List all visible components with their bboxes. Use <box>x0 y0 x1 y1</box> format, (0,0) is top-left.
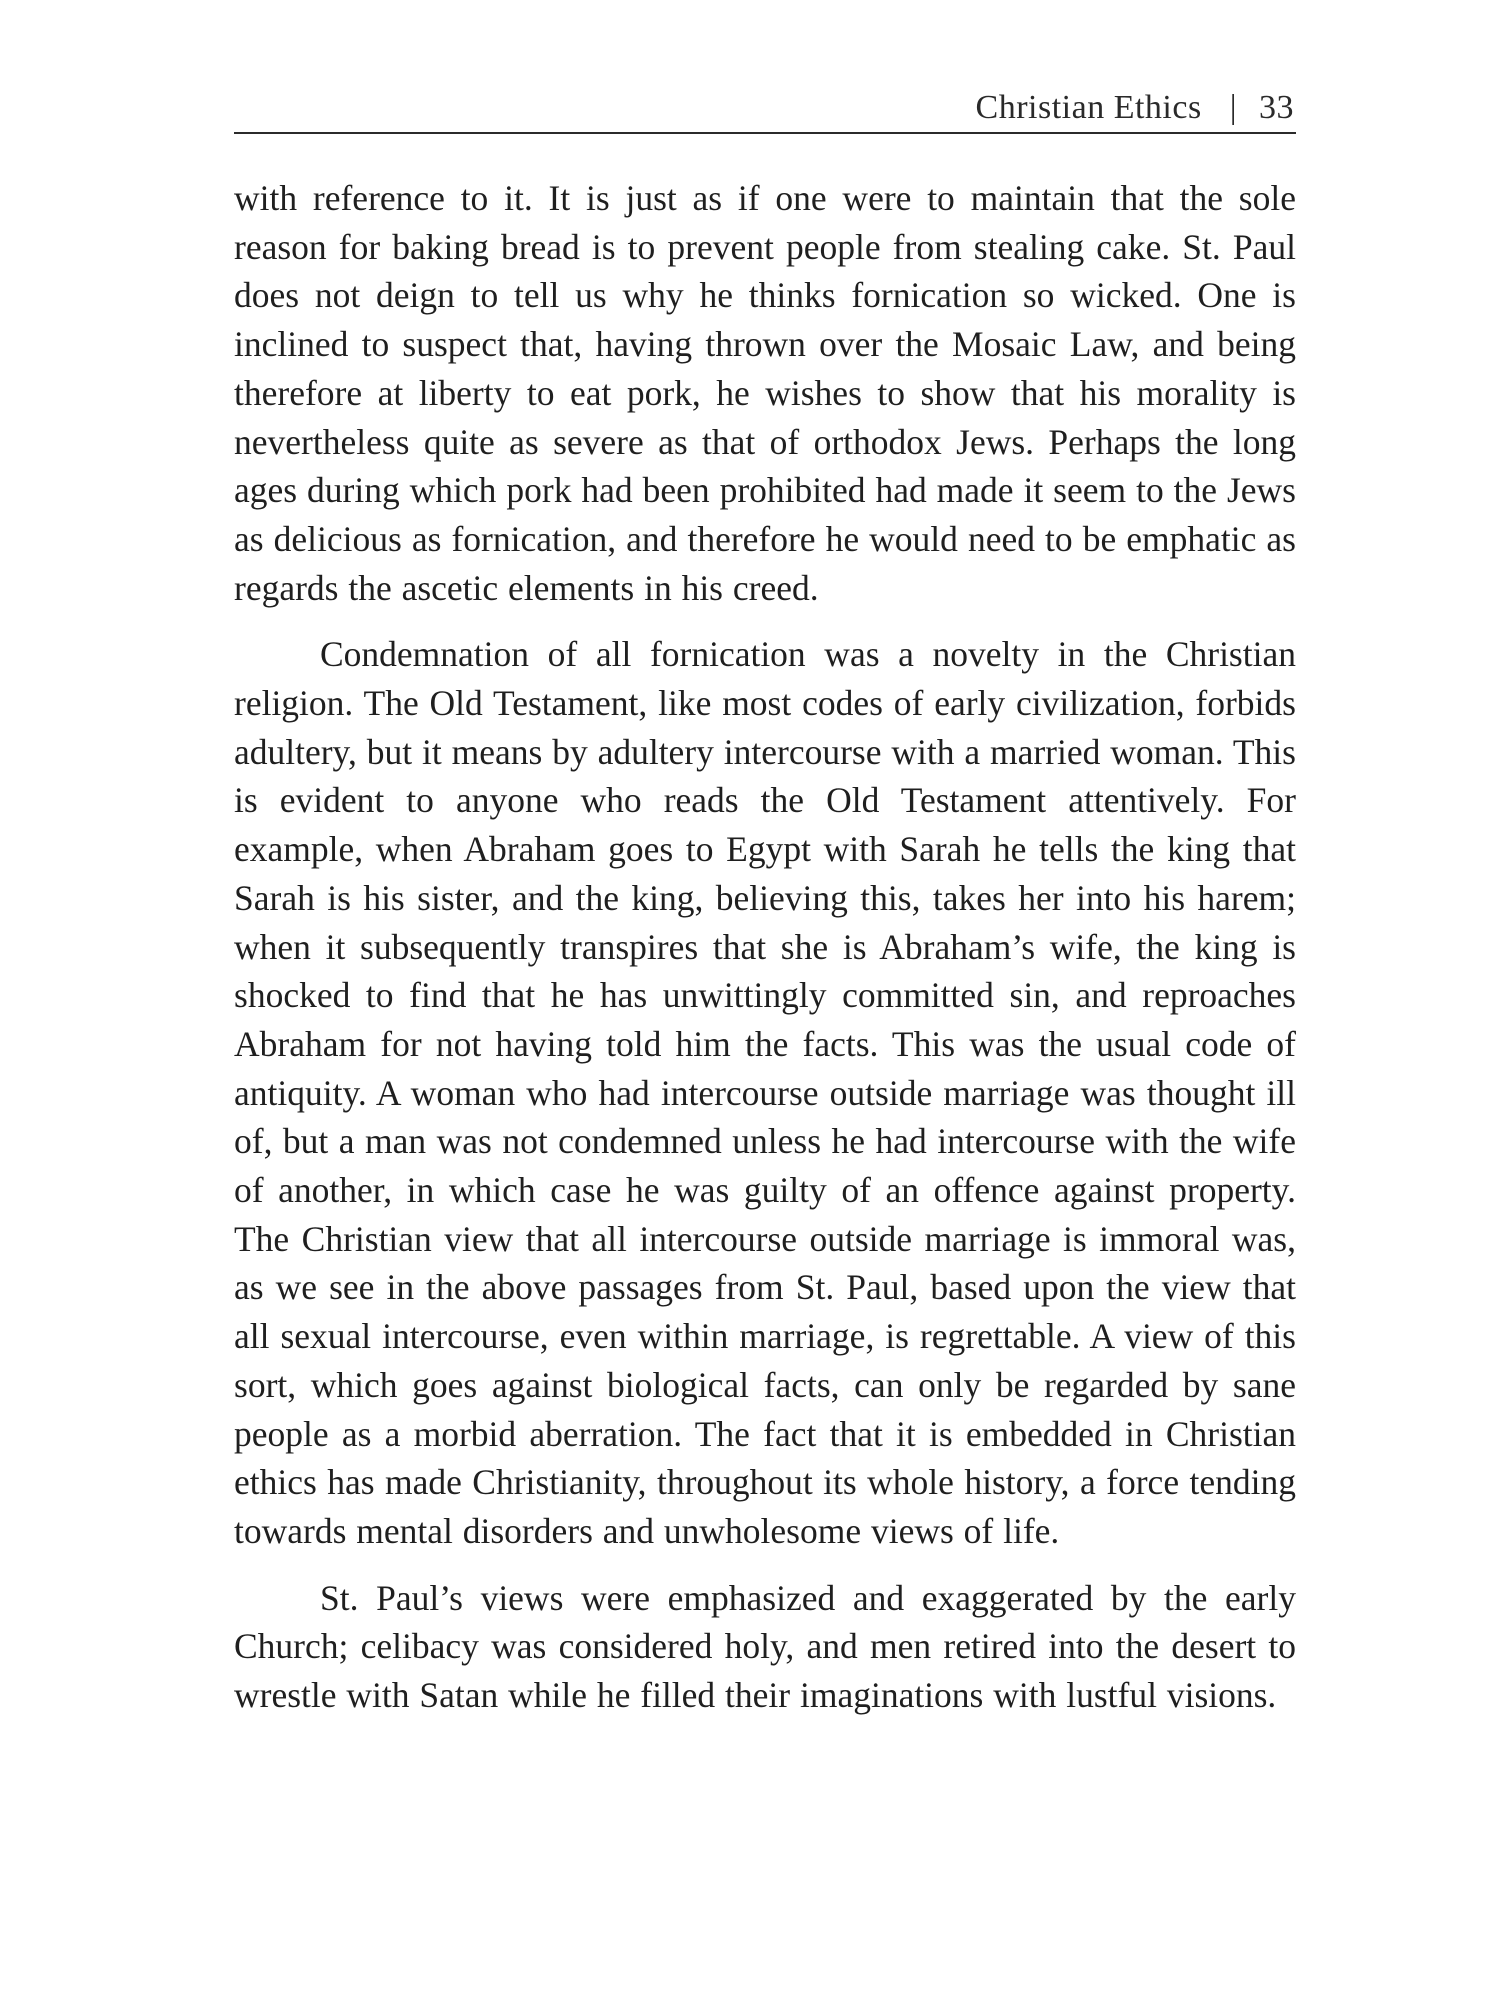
running-title: Christian Ethics <box>975 89 1202 126</box>
paragraph-continued: with reference to it. It is just as if one were to maintain that the sole reason for baking bread is to prevent people from stealing cake. St. Paul does not deign to tell us why he thinks fornication so wicked. One is inclined to suspect that, having thrown over the Mosaic Law, and being therefore at liberty to eat pork, he wishes to show that his morality is nevertheless quite as severe as that of orthodox Jews. Perhaps the long ages during which pork had been prohibited had made it seem to the Jews as delicious as fornication, and therefore he would need to be emphatic as regards the ascetic elements in his creed. <box>234 178 1296 608</box>
paragraph-st-paul: St. Paul’s views were emphasized and exaggerated by the early Church; celibacy was considered holy, and men retired into the desert to wrestle with Satan while he filled their imaginations with lustful visions. <box>234 1577 1296 1716</box>
body-text <box>234 174 1296 1738</box>
page-number: 33 <box>1259 89 1294 126</box>
running-head <box>234 82 1294 134</box>
header-separator: | <box>1229 89 1237 126</box>
header-rule <box>234 132 1296 134</box>
paragraph-condemnation: Condemnation of all fornication was a novelty in the Christian religion. The Old Testament, like most codes of early civilization, forbids adultery, but it means by adultery intercourse with a married woman. This is evident to anyone who reads the Old Testament attentively. For example, when Abraham goes to Egypt with Sarah he tells the king that Sarah is his sister, and the king, believing this, takes her into his harem; when it subsequently transpires that she is Abraham’s wife, the king is shocked to find that he has unwittingly committed sin, and reproaches Abraham for not having told him the facts. This was the usual code of antiquity. A woman who had intercourse outside marriage was thought ill of, but a man was not condemned unless he had intercourse with the wife of another, in which case he was guilty of an offence against property. The Christian view that all intercourse outside marriage is immoral was, as we see in the above passages from St. Paul, based upon the view that all sexual intercourse, even within marriage, is regrettable. A view of this sort, which goes against biological facts, can only be regarded by sane people as a morbid aberration. The fact that it is embedded in Christian ethics has made Christianity, throughout its whole history, a force tending towards mental disorders and unwholesome views of life. <box>234 634 1296 1551</box>
